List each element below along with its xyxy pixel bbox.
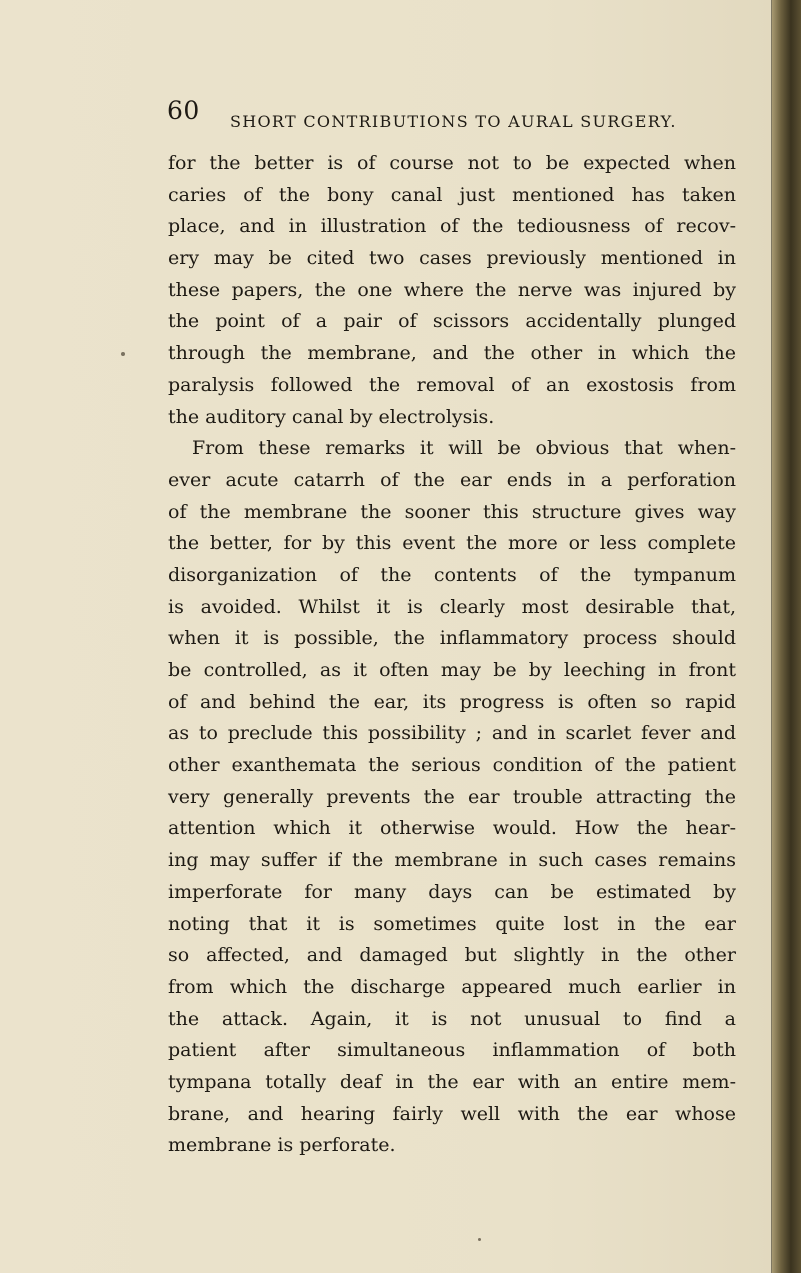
text-line: noting that it is sometimes quite lost in the ear — [168, 912, 736, 935]
running-head: SHORT CONTRIBUTIONS TO AURAL SURGERY. — [230, 112, 677, 131]
text-line: through the membrane, and the other in which the — [168, 342, 736, 365]
text-line: when it is possible, the inflammatory process should — [168, 627, 736, 650]
text-line: of the membrane the sooner this structure gives way — [168, 500, 736, 523]
text-line: From these remarks it will be obvious that when- — [192, 437, 736, 460]
text-line: paralysis followed the removal of an exostosis from — [168, 373, 736, 396]
text-line: very generally prevents the ear trouble attracting the — [168, 785, 736, 808]
text-line: patient after simultaneous inflammation of both — [168, 1039, 736, 1062]
text-line: these papers, the one where the nerve was injured by — [168, 278, 736, 301]
text-line: the better, for by this event the more or less complete — [168, 532, 736, 555]
text-line: as to preclude this possibility ; and in scarlet fever and — [168, 722, 736, 745]
text-line: caries of the bony canal just mentioned has taken — [168, 183, 736, 206]
book-spine — [772, 0, 801, 1273]
text-line: ery may be cited two cases previously mentioned in — [168, 247, 736, 270]
print-speck — [121, 352, 125, 356]
text-line: for the better is of course not to be expected when — [168, 152, 736, 174]
text-line: the attack. Again, it is not unusual to find a — [168, 1007, 736, 1030]
text-line: from which the discharge appeared much earlier in — [168, 975, 736, 998]
page-number: 60 — [167, 96, 200, 125]
text-line: be controlled, as it often may be by leeching in front — [168, 659, 736, 681]
text-line: the point of a pair of scissors accidentally plunged — [168, 310, 736, 333]
body-text — [168, 148, 736, 1162]
text-line: ing may suffer if the membrane in such cases remains — [168, 849, 736, 872]
text-line: tympana totally deaf in the ear with an entire mem- — [168, 1070, 736, 1093]
text-line: place, and in illustration of the tediousness of recov- — [168, 215, 736, 238]
text-line: brane, and hearing fairly well with the ear whose — [168, 1102, 736, 1125]
text-line: imperforate for many days can be estimated by — [168, 880, 736, 903]
text-line: so affected, and damaged but slightly in the other — [168, 944, 736, 967]
text-line: the auditory canal by electrolysis. — [168, 405, 495, 428]
text-line: ever acute catarrh of the ear ends in a perforation — [168, 468, 736, 491]
text-line: attention which it otherwise would. How the hear- — [168, 817, 736, 840]
text-line: is avoided. Whilst it is clearly most desirable that, — [168, 595, 736, 618]
text-line: of and behind the ear, its progress is often so rapid — [168, 690, 736, 713]
print-speck — [478, 1238, 481, 1241]
page-header — [150, 96, 710, 136]
text-line: membrane is perforate. — [168, 1134, 396, 1157]
text-line: other exanthemata the serious condition of the patient — [168, 754, 736, 777]
text-line: disorganization of the contents of the tympanum — [168, 563, 736, 586]
